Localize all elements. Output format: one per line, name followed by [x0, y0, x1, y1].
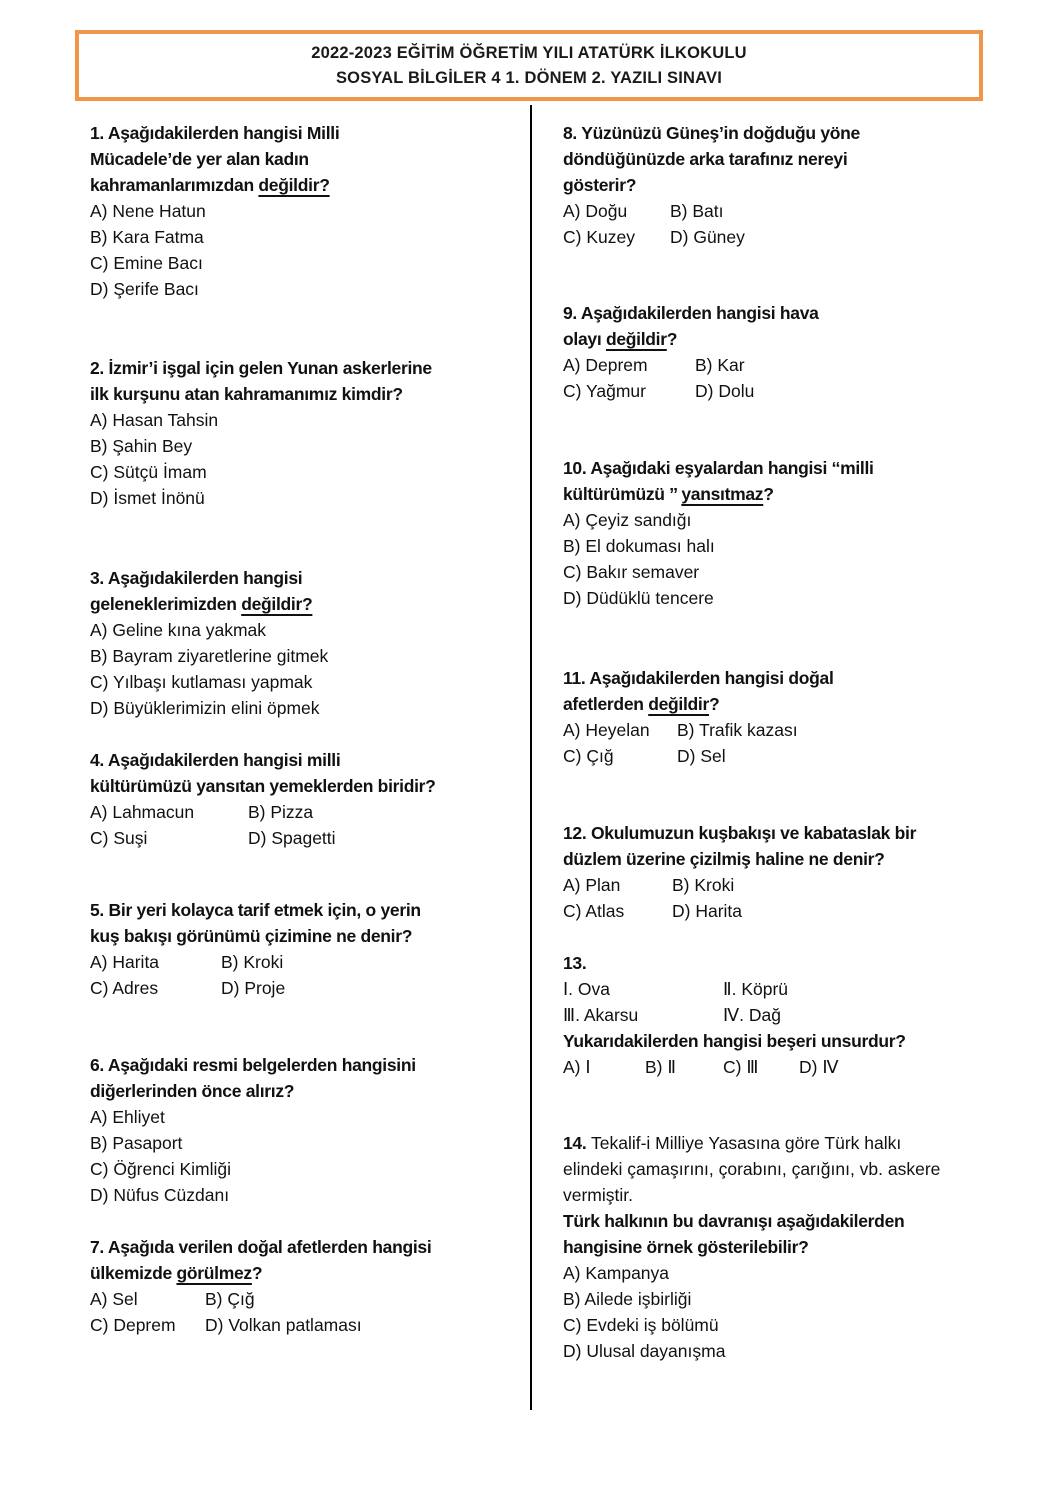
option-c: C) Adres: [90, 978, 159, 998]
stem-item-4: Ⅳ. Dağ: [723, 1005, 781, 1025]
option-d: D) Volkan patlaması: [205, 1315, 362, 1335]
question-11: [563, 665, 990, 769]
question-11-options: [563, 717, 990, 769]
question-line: 5. Bir yeri kolayca tarif etmek için, o yerin: [90, 900, 421, 920]
option-b: B) Ⅱ: [645, 1057, 676, 1077]
question-line: diğerlerinden önce alırız?: [90, 1081, 295, 1101]
option-d: D) Güney: [670, 227, 745, 247]
question-segment: kahramanlarımızdan: [90, 175, 259, 195]
question-segment: ?: [709, 694, 720, 714]
option-b: B) Kroki: [672, 875, 735, 895]
question-line: ilk kurşunu atan kahramanımız kimdir?: [90, 384, 403, 404]
option-d: D) Düdüklü tencere: [563, 588, 714, 608]
question-13-options: [563, 1054, 990, 1080]
option-d: D) Dolu: [695, 381, 755, 401]
right-column: [563, 105, 990, 1364]
question-14-text: [563, 1208, 990, 1260]
question-line: [563, 481, 990, 507]
question-7-options: [90, 1286, 531, 1338]
option-c: C) Bakır semaver: [563, 562, 700, 582]
option-a: A) Doğu: [563, 201, 628, 221]
option-a: A) Kampanya: [563, 1263, 670, 1283]
question-segment: ülkemizde: [90, 1263, 177, 1283]
question-14-intro: [563, 1130, 990, 1208]
option-b: B) Trafik kazası: [677, 720, 798, 740]
question-line: kültürümüzü yansıtan yemeklerden biridir?: [90, 776, 436, 796]
question-line: [563, 1130, 990, 1156]
option-c: C) Öğrenci Kimliği: [90, 1159, 231, 1179]
underlined-keyword: değildir: [605, 329, 667, 349]
question-10-text: [563, 455, 990, 507]
question-8-options: [563, 198, 990, 250]
question-1: [90, 120, 531, 302]
question-12-options: [563, 872, 990, 924]
question-line: hangisine örnek gösterilebilir?: [563, 1237, 809, 1257]
question-14: [563, 1130, 990, 1364]
option-b: B) Batı: [670, 201, 724, 221]
exam-title-line2: SOSYAL BİLGİLER 4 1. DÖNEM 2. YAZILI SINAVI: [335, 68, 723, 87]
question-10: [563, 455, 990, 611]
question-5-options: [90, 949, 531, 1001]
option-a: A) Ⅰ: [563, 1057, 591, 1077]
option-c: C) Sütçü İmam: [90, 462, 207, 482]
underlined-keyword: değildir?: [241, 594, 313, 614]
option-d: D) Şerife Bacı: [90, 279, 199, 299]
option-a: A) Harita: [90, 952, 160, 972]
option-c: C) Ⅲ: [723, 1057, 759, 1077]
question-segment: geleneklerimizden: [90, 594, 242, 614]
question-4-text: [90, 747, 531, 799]
option-c: C) Emine Bacı: [90, 253, 203, 273]
question-8-text: [563, 120, 990, 198]
option-c: C) Kuzey: [563, 227, 635, 247]
question-line: 3. Aşağıdakilerden hangisi: [90, 568, 303, 588]
option-b: B) Şahin Bey: [90, 436, 193, 456]
question-11-text: [563, 665, 990, 717]
option-c: C) Evdeki iş bölümü: [563, 1315, 719, 1335]
option-b: B) Bayram ziyaretlerine gitmek: [90, 646, 329, 666]
option-c: C) Suşi: [90, 828, 148, 848]
option-d: D) Spagetti: [248, 828, 336, 848]
question-line: [90, 172, 531, 198]
question-12-text: [563, 820, 990, 872]
option-c: C) Yağmur: [563, 381, 646, 401]
question-5-text: [90, 897, 531, 949]
option-a: A) Lahmacun: [90, 802, 195, 822]
exam-title-line1: 2022-2023 EĞİTİM ÖĞRETİM YILI ATATÜRK İLKOKULU: [311, 43, 747, 62]
question-12: [563, 820, 990, 924]
stem-item-3: Ⅲ. Akarsu: [563, 1005, 639, 1025]
stem-item-1: Ⅰ. Ova: [563, 979, 610, 999]
option-b: B) Kroki: [221, 952, 284, 972]
question-4: [90, 747, 531, 851]
question-3-text: [90, 565, 531, 617]
stem-item-2: Ⅱ. Köprü: [723, 979, 789, 999]
underlined-keyword: değildir?: [258, 175, 330, 195]
question-segment: olayı: [563, 329, 606, 349]
question-1-text: [90, 120, 531, 198]
question-7: [90, 1234, 531, 1338]
question-2-options: [90, 407, 531, 511]
option-b: B) Kar: [695, 355, 745, 375]
option-d: D) Ⅳ: [799, 1057, 839, 1077]
question-segment: afetlerden: [563, 694, 649, 714]
question-line: kuş bakışı görünümü çizimine ne denir?: [90, 926, 413, 946]
underlined-keyword: görülmez: [176, 1263, 252, 1283]
question-line: [563, 326, 990, 352]
left-column: [90, 105, 531, 1338]
question-line: düzlem üzerine çizilmiş haline ne denir?: [563, 849, 885, 869]
question-line: 1. Aşağıdakilerden hangisi Milli: [90, 123, 340, 143]
question-6-options: [90, 1104, 531, 1208]
question-3: [90, 565, 531, 721]
question-segment: kültürümüzü ’’: [563, 484, 682, 504]
question-segment: ?: [251, 1263, 263, 1283]
option-c: C) Yılbaşı kutlaması yapmak: [90, 672, 313, 692]
option-d: D) Proje: [221, 978, 286, 998]
option-d: D) Ulusal dayanışma: [563, 1341, 726, 1361]
question-line: gösterir?: [563, 175, 637, 195]
option-b: B) El dokuması halı: [563, 536, 715, 556]
exam-header-box: [75, 30, 983, 101]
question-line: 12. Okulumuzun kuşbakışı ve kabataslak bir: [563, 823, 917, 843]
question-3-options: [90, 617, 531, 721]
question-line: Mücadele’de yer alan kadın: [90, 149, 309, 169]
option-a: A) Geline kına yakmak: [90, 620, 267, 640]
option-c: C) Deprem: [90, 1315, 176, 1335]
option-a: A) Ehliyet: [90, 1107, 165, 1127]
question-1-options: [90, 198, 531, 302]
underlined-keyword: değildir: [648, 694, 710, 714]
option-a: A) Plan: [563, 875, 621, 895]
option-a: A) Nene Hatun: [90, 201, 206, 221]
question-line: elindeki çamaşırını, çorabını, çarığını, vb. askere: [563, 1159, 941, 1179]
question-13-text: Yukarıdakilerden hangisi beşeri unsurdur?: [563, 1031, 906, 1051]
option-a: A) Hasan Tahsin: [90, 410, 219, 430]
question-13-number: 13.: [563, 953, 587, 973]
question-2: [90, 355, 531, 511]
question-line: [563, 691, 990, 717]
option-c: C) Atlas: [563, 901, 625, 921]
question-2-text: [90, 355, 531, 407]
option-d: D) Harita: [672, 901, 743, 921]
question-line: 4. Aşağıdakilerden hangisi milli: [90, 750, 341, 770]
option-d: D) Nüfus Cüzdanı: [90, 1185, 230, 1205]
option-b: B) Çığ: [205, 1289, 255, 1309]
question-line: [90, 591, 531, 617]
option-b: B) Ailede işbirliği: [563, 1289, 692, 1309]
option-b: B) Pasaport: [90, 1133, 183, 1153]
question-14-options: [563, 1260, 990, 1364]
question-9-options: [563, 352, 990, 404]
option-d: D) Sel: [677, 746, 726, 766]
question-13: [563, 950, 990, 1080]
question-7-text: [90, 1234, 531, 1286]
question-line: 9. Aşağıdakilerden hangisi hava: [563, 303, 819, 323]
question-6-text: [90, 1052, 531, 1104]
question-line: Türk halkının bu davranışı aşağıdakilerden: [563, 1211, 905, 1231]
option-d: D) Büyüklerimizin elini öpmek: [90, 698, 320, 718]
question-line: 10. Aşağıdaki eşyalardan hangisi ‘‘milli: [563, 458, 874, 478]
option-d: D) İsmet İnönü: [90, 488, 205, 508]
option-a: A) Heyelan: [563, 720, 650, 740]
question-line: döndüğünüzde arka tarafınız nereyi: [563, 149, 848, 169]
option-a: A) Çeyiz sandığı: [563, 510, 692, 530]
question-segment: ?: [666, 329, 678, 349]
option-b: B) Kara Fatma: [90, 227, 204, 247]
question-5: [90, 897, 531, 1001]
question-14-number: 14.: [563, 1133, 587, 1153]
option-a: A) Deprem: [563, 355, 648, 375]
option-a: A) Sel: [90, 1289, 138, 1309]
option-b: B) Pizza: [248, 802, 314, 822]
question-4-options: [90, 799, 531, 851]
question-6: [90, 1052, 531, 1208]
option-c: C) Çığ: [563, 746, 614, 766]
question-10-options: [563, 507, 990, 611]
question-8: [563, 120, 990, 250]
question-13-stem: [563, 976, 990, 1028]
question-line: 2. İzmir’i işgal için gelen Yunan askerlerine: [90, 358, 432, 378]
question-line: [90, 1260, 531, 1286]
question-line: 8. Yüzünüzü Güneş’in doğduğu yöne: [563, 123, 860, 143]
underlined-keyword: yansıtmaz: [681, 484, 764, 504]
question-line: vermiştir.: [563, 1185, 633, 1205]
question-segment: ?: [763, 484, 774, 504]
question-line: 6. Aşağıdaki resmi belgelerden hangisini: [90, 1055, 416, 1075]
question-line: 7. Aşağıda verilen doğal afetlerden hangisi: [90, 1237, 432, 1257]
question-9-text: [563, 300, 990, 352]
question-line: 11. Aşağıdakilerden hangisi doğal: [563, 668, 834, 688]
intro-segment: Tekalif-i Milliye Yasasına göre Türk halkı: [586, 1133, 902, 1153]
question-9: [563, 300, 990, 404]
